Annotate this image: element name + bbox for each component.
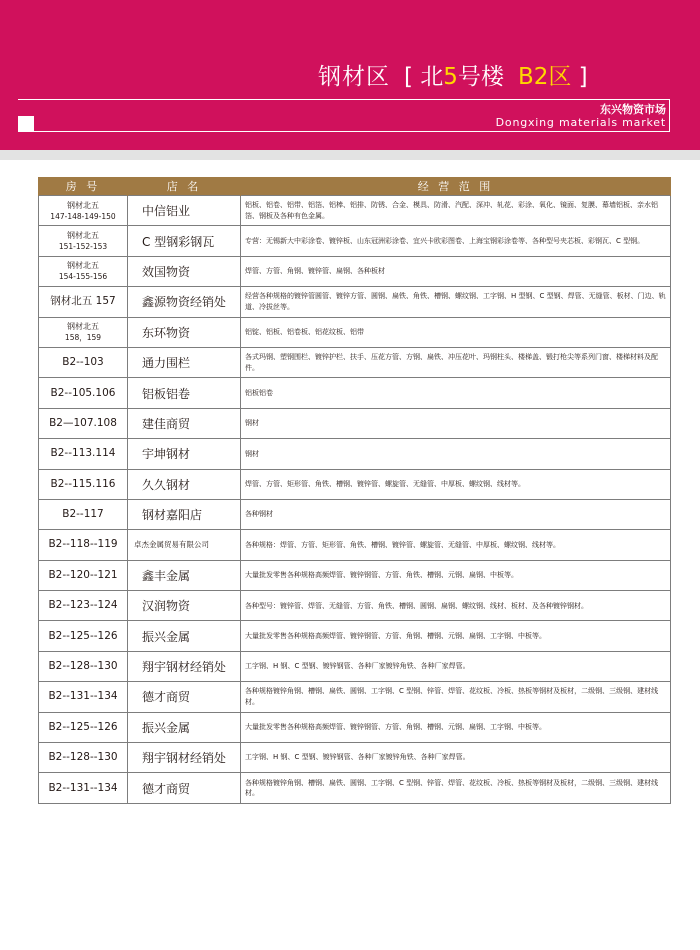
title-close-bracket: ] xyxy=(578,64,588,90)
business-scope: 大量批发零售各种规格高频焊管、镀锌钢管、方管、角铁、槽钢、元钢、扁钢、中板等。 xyxy=(241,560,671,590)
table-row xyxy=(39,347,671,377)
title-building-number: 5 xyxy=(443,64,458,90)
shop-name: 效国物资 xyxy=(128,256,241,286)
table-row xyxy=(39,256,671,286)
room-label: B2--115.116 xyxy=(50,477,116,490)
shop-name: 鑫丰金属 xyxy=(128,560,241,590)
business-scope: 各种钢材 xyxy=(241,499,671,529)
room-number xyxy=(39,226,128,256)
frame-line-right xyxy=(669,99,670,131)
business-scope: 铝板、铝卷、铝带、铝箔、铝棒、铝排、防锈、合金、模具、防滑、汽配、深冲、轧花、彩涂、氧化、镜面、复膜、幕墙铝板、亲水铝箔、钢板及各种有色金属。 xyxy=(241,196,671,226)
room-number xyxy=(39,743,128,773)
table-row xyxy=(39,530,671,560)
room-number xyxy=(39,591,128,621)
title-building: 号楼 xyxy=(457,64,504,90)
business-scope: 钢材 xyxy=(241,408,671,438)
table-row xyxy=(39,196,671,226)
table-row xyxy=(39,712,671,742)
business-scope: 焊管、方管、矩形管、角铁、槽钢、镀锌管、螺旋管、无缝管、中厚板、螺纹钢、线材等。 xyxy=(241,469,671,499)
table-row xyxy=(39,499,671,529)
table-row xyxy=(39,682,671,712)
shop-name: 钢材嘉阳店 xyxy=(128,499,241,529)
room-sub-numbers: 147-148-149-150 xyxy=(50,211,116,221)
shop-name: 中信铝业 xyxy=(128,196,241,226)
business-scope: 工字钢、H 钢、C 型钢、镀锌钢管、各种厂家镀锌角铁、各种厂家焊管。 xyxy=(241,651,671,681)
table-row xyxy=(39,469,671,499)
room-label: B2--131--134 xyxy=(48,781,118,794)
room-label: B2—107.108 xyxy=(49,416,117,429)
shop-name: 宇坤钢材 xyxy=(128,439,241,469)
table-body xyxy=(39,196,671,804)
room-label: 钢材北五 xyxy=(67,200,99,210)
table-header-row xyxy=(39,177,671,196)
business-scope: 专营：无锡新大中彩涂卷、镀锌板、山东冠洲彩涂卷、宜兴卡欧彩图卷、上海宝钢彩涂卷等、各种型号夹芯板、彩钢瓦、C 型钢。 xyxy=(241,226,671,256)
room-number xyxy=(39,439,128,469)
shop-name: 振兴金属 xyxy=(128,712,241,742)
title-main: 钢材区 xyxy=(318,64,390,90)
room-number xyxy=(39,712,128,742)
table-row xyxy=(39,773,671,803)
table-row xyxy=(39,560,671,590)
table-row xyxy=(39,317,671,347)
shop-name: 久久钢材 xyxy=(128,469,241,499)
table-row xyxy=(39,591,671,621)
shop-name: 德才商贸 xyxy=(128,682,241,712)
header-room: 房 号 xyxy=(39,177,128,196)
room-number xyxy=(39,682,128,712)
room-number xyxy=(39,378,128,408)
room-label: B2--103 xyxy=(62,356,104,369)
shop-name: 鑫源物资经销处 xyxy=(128,287,241,317)
header-business: 经 营 范 围 xyxy=(241,177,671,196)
room-label: B2--128--130 xyxy=(48,751,118,764)
room-number xyxy=(39,773,128,803)
business-scope: 工字钢、H 钢、C 型钢、镀锌钢管、各种厂家镀锌角铁、各种厂家焊管。 xyxy=(241,743,671,773)
shop-name: 振兴金属 xyxy=(128,621,241,651)
shop-name: 东环物资 xyxy=(128,317,241,347)
room-number xyxy=(39,621,128,651)
market-name-cn: 东兴物资市场 xyxy=(600,103,666,116)
business-scope: 各种规格镀锌角钢、槽钢、扁铁、圆钢、工字钢、C 型钢、锌管、焊管、花纹板、冷板、热板等钢材及板材，二级钢、三级钢、建材线材。 xyxy=(241,773,671,803)
room-label: 钢材北五 xyxy=(67,322,99,332)
room-number xyxy=(39,347,128,377)
title-zone: B2区 xyxy=(517,64,572,90)
shop-name: 汉润物资 xyxy=(128,591,241,621)
table-row xyxy=(39,621,671,651)
banner-divider-strip xyxy=(0,150,700,160)
shop-name: 通力围栏 xyxy=(128,347,241,377)
shop-name: 德才商贸 xyxy=(128,773,241,803)
table-row xyxy=(39,226,671,256)
room-sub-numbers: 158，159 xyxy=(64,333,102,343)
frame-line-bottom xyxy=(18,131,670,132)
shop-name: 铝板铝卷 xyxy=(128,378,241,408)
room-number xyxy=(39,651,128,681)
title-open-bracket: [ xyxy=(404,64,413,90)
business-scope: 大量批发零售各种规格高频焊管、镀锌钢管、方管、角钢、槽钢、元钢、扁钢、工字钢、中板等。 xyxy=(241,621,671,651)
table-row xyxy=(39,743,671,773)
frame-line-top xyxy=(18,99,670,100)
business-scope: 各式玛钢、塑钢围栏、镀锌护栏、扶手、压花方管、方钢、扁铁、冲压花叶、玛钢柱头、楼梯盖、锻打枪尖等系列门窗、楼梯材料及配件。 xyxy=(241,347,671,377)
room-number xyxy=(39,317,128,347)
room-label: B2--113.114 xyxy=(50,447,116,460)
title-north: 北 xyxy=(420,64,444,90)
table-row xyxy=(39,378,671,408)
business-scope: 各种型号：镀锌管、焊管、无缝管、方管、角铁、槽钢、圆钢、扁钢、螺纹钢、线材、板材、及各种镀锌钢材。 xyxy=(241,591,671,621)
room-number xyxy=(39,530,128,560)
business-scope: 各种规格：焊管、方管、矩形管、角铁、槽钢、镀锌管、螺旋管、无缝管、中厚板、螺纹钢、线材等。 xyxy=(241,530,671,560)
business-scope: 铝板铝卷 xyxy=(241,378,671,408)
shop-name: 翔宇钢材经销处 xyxy=(128,743,241,773)
room-label: 钢材北五 xyxy=(67,261,99,271)
header-shop: 店 名 xyxy=(128,177,241,196)
room-label: B2--120--121 xyxy=(48,568,118,581)
business-scope: 铝锭、铝板、铝卷板、铝花纹板、铝带 xyxy=(241,317,671,347)
room-label: B2--123--124 xyxy=(48,599,118,612)
room-label: 钢材北五 157 xyxy=(50,295,116,308)
shop-name: 建佳商贸 xyxy=(128,408,241,438)
market-name-en: Dongxing materials market xyxy=(495,116,666,129)
room-label: B2--105.106 xyxy=(50,386,116,399)
room-label: B2--128--130 xyxy=(48,660,118,673)
shop-name: 翔宇钢材经销处 xyxy=(128,651,241,681)
room-number xyxy=(39,560,128,590)
room-label: 钢材北五 xyxy=(67,231,99,241)
room-label: B2--125--126 xyxy=(48,720,118,733)
room-number xyxy=(39,499,128,529)
shop-name: 卓杰金属贸易有限公司 xyxy=(128,530,241,560)
room-number xyxy=(39,256,128,286)
table-row xyxy=(39,287,671,317)
business-scope: 各种规格镀锌角钢、槽钢、扁铁、圆钢、工字钢、C 型钢、锌管、焊管、花纹板、冷板、热板等钢材及板材，二级钢、三级钢、建材线材。 xyxy=(241,682,671,712)
business-scope: 大量批发零售各种规格高频焊管、镀锌钢管、方管、角钢、槽钢、元钢、扁钢、工字钢、中板等。 xyxy=(241,712,671,742)
room-number xyxy=(39,196,128,226)
room-number xyxy=(39,408,128,438)
table-row xyxy=(39,408,671,438)
shop-name: C 型钢彩钢瓦 xyxy=(128,226,241,256)
business-scope: 焊管、方管、角钢、镀锌管、扁钢、各种板材 xyxy=(241,256,671,286)
business-scope: 经营各种规格的镀锌管圆管、镀锌方管、圆钢、扁铁、角铁、槽钢、螺纹钢、工字钢、H 型钢、C 型钢、焊管、无缝管、板材、门边、轨道、冷拔丝等。 xyxy=(241,287,671,317)
room-sub-numbers: 154-155-156 xyxy=(58,272,108,282)
corner-square xyxy=(18,116,34,132)
room-number xyxy=(39,469,128,499)
table-row xyxy=(39,439,671,469)
table-row xyxy=(39,651,671,681)
shop-listing-table xyxy=(38,177,671,804)
page-title xyxy=(318,60,588,94)
room-number xyxy=(39,287,128,317)
room-label: B2--117 xyxy=(62,508,104,521)
room-label: B2--125--126 xyxy=(48,629,118,642)
room-label: B2--118--119 xyxy=(48,538,118,551)
room-label: B2--131--134 xyxy=(48,690,118,703)
business-scope: 钢材 xyxy=(241,439,671,469)
room-sub-numbers: 151-152-153 xyxy=(58,242,108,252)
